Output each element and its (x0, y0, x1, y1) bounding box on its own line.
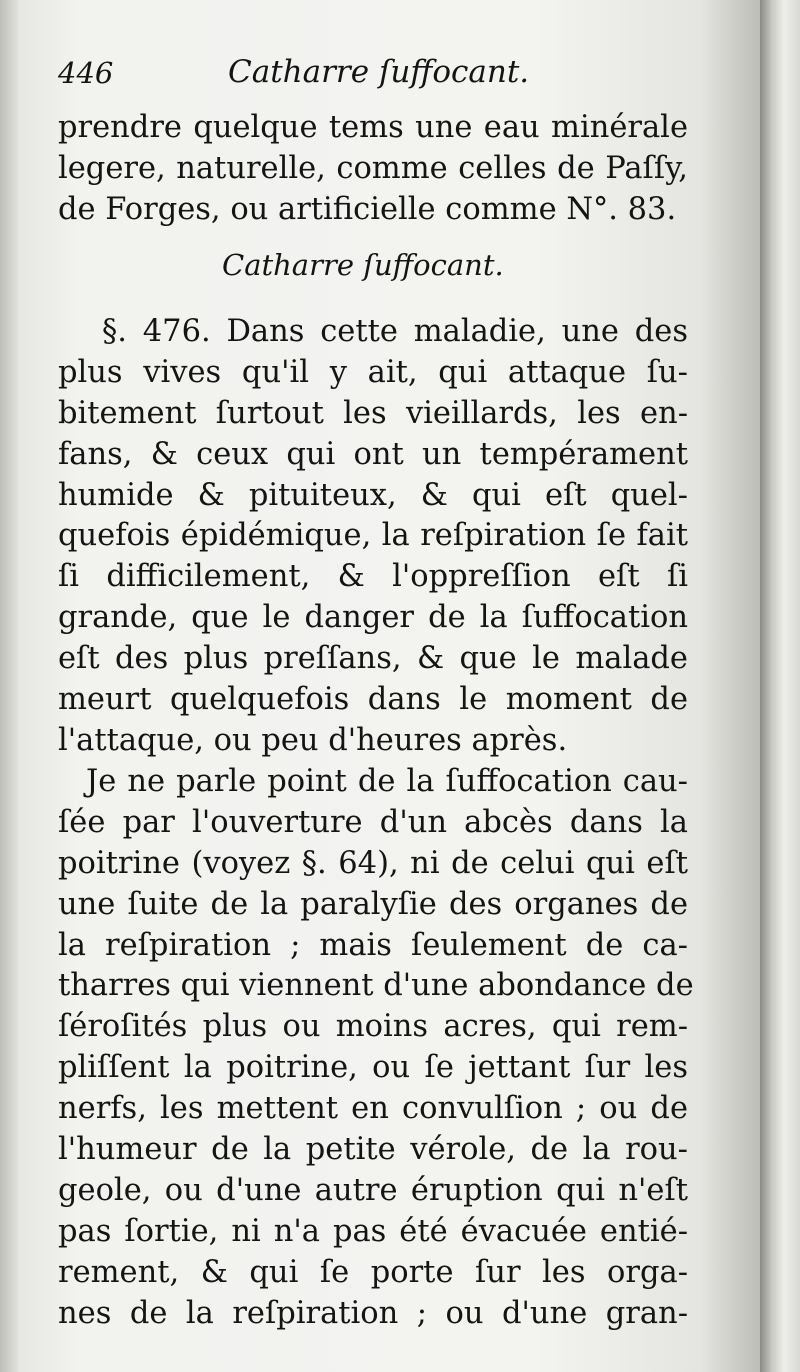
text-line: meurt quelquefois dans le moment de (58, 682, 688, 718)
text-line: l'humeur de la petite vérole, de la rou- (58, 1132, 688, 1168)
text-line: poitrine (voyez §. 64), ni de celui qui eſt (58, 845, 688, 881)
text-line: de Forges, ou artificielle comme N°. 83. (58, 191, 677, 227)
text-line: §. 476. Dans cette maladie, une des (102, 314, 688, 349)
section-heading: Catharre ſuffocant. (222, 248, 504, 282)
paragraph-suffocation (58, 762, 694, 1334)
text-line: ſéroſités plus ou moins acres, qui rem- (58, 1009, 688, 1045)
paragraph-476 (58, 312, 688, 762)
text-line: quefois épidémique, la reſpiration ſe fait (58, 518, 688, 554)
text-line: une ſuite de la paralyſie des organes de (58, 886, 688, 922)
text-line: pliſſent la poitrine, ou ſe jettant ſur les (58, 1050, 688, 1086)
text-line: ſée par l'ouverture d'un abcès dans la (58, 804, 688, 840)
text-line: geole, ou d'une autre éruption qui n'eſt (58, 1172, 688, 1208)
text-line: legere, naturelle, comme celles de Paſſy, (58, 150, 688, 186)
text-line: humide & pituiteux, & qui eſt quel- (58, 477, 688, 513)
page-left-edge (0, 0, 18, 1372)
text-line: la reſpiration ; mais ſeulement de ca- (58, 927, 688, 963)
text-line: nerfs, les mettent en convulſion ; ou de (58, 1091, 688, 1127)
text-line: grande, que le danger de la ſuffocation (58, 600, 688, 636)
text-line: prendre quelque tems une eau minérale (58, 110, 688, 145)
text-line: eſt des plus preſſans, & que le malade (58, 641, 688, 677)
text-line: fans, & ceux qui ont un tempérament (58, 436, 688, 472)
text-line: pas ſortie, ni n'a pas été évacuée entié- (58, 1213, 688, 1249)
text-line: l'attaque, ou peu d'heures après. (58, 722, 568, 758)
book-gutter (760, 0, 800, 1372)
page-header (58, 50, 698, 98)
text-line: ſi difficilement, & l'oppreſſion eſt ſi (58, 559, 688, 595)
running-title: Catharre ſuffocant. (228, 54, 530, 90)
text-line: plus vives qu'il y ait, qui attaque ſu- (58, 354, 688, 390)
text-line: rement, & qui ſe porte ſur les orga- (58, 1254, 688, 1290)
text-line: nes de la reſpiration ; ou d'une gran- (58, 1295, 688, 1331)
text-line: tharres qui viennent d'une abondance de (58, 968, 694, 1004)
text-line: Je ne parle point de la ſuffocation cau- (86, 764, 688, 799)
text-line: bitement ſurtout les vieillards, les en- (58, 395, 688, 431)
page-number: 446 (58, 56, 114, 90)
continuation-text (58, 108, 688, 231)
